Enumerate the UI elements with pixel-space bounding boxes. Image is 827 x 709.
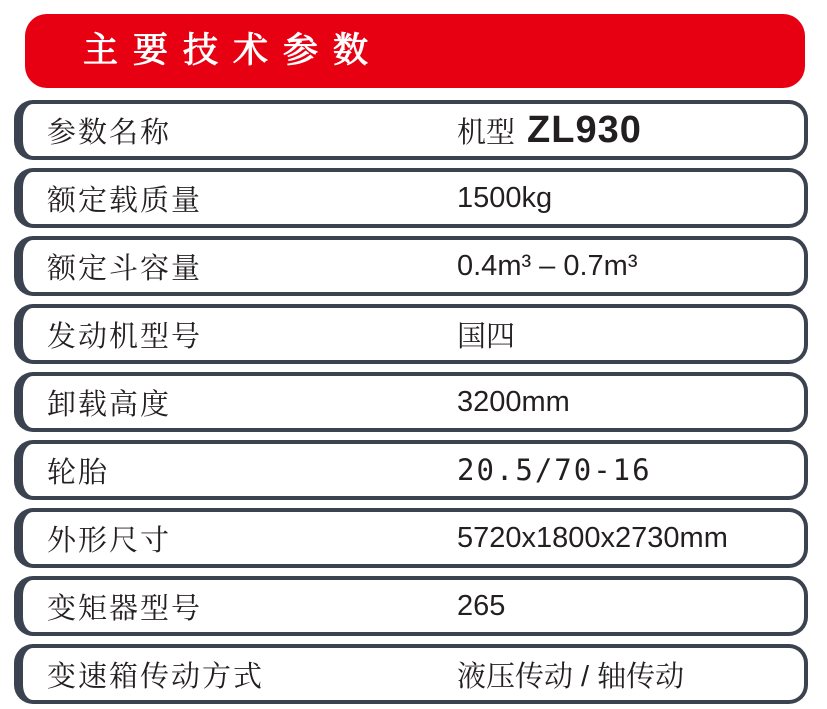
- tires-value: 20.5/70-16: [457, 453, 652, 487]
- transmission-type-value: 液压传动 / 轴传动: [457, 660, 685, 693]
- engine-model-label: 发动机型号: [47, 320, 203, 353]
- engine-model-value: 国四: [457, 320, 516, 353]
- spec-table: [14, 100, 808, 704]
- page-title: 主要技术参数: [83, 31, 384, 70]
- rated-bucket-capacity-value: 0.4m³ – 0.7m³: [457, 249, 638, 282]
- row-rated-load-mass: [14, 168, 808, 228]
- dump-height-value: 3200mm: [457, 385, 570, 418]
- dump-height-label: 卸载高度: [47, 388, 172, 421]
- row-transmission-type: [14, 644, 808, 704]
- overall-dimensions-value: 5720x1800x2730mm: [457, 521, 728, 554]
- section-title-banner: [25, 14, 805, 88]
- transmission-type-label: 变速箱传动方式: [47, 660, 265, 693]
- torque-converter-model-label: 变矩器型号: [47, 592, 203, 625]
- overall-dimensions-label: 外形尺寸: [47, 524, 172, 557]
- rated-bucket-capacity-label: 额定斗容量: [47, 252, 203, 285]
- param-name-label: 参数名称: [47, 116, 172, 149]
- row-dump-height: [14, 372, 808, 432]
- row-rated-bucket-capacity: [14, 236, 808, 296]
- rated-load-mass-value: 1500kg: [457, 181, 553, 214]
- row-engine-model: [14, 304, 808, 364]
- row-overall-dimensions: [14, 508, 808, 568]
- row-tires: [14, 440, 808, 500]
- row-param-name: [14, 100, 808, 160]
- torque-converter-model-value: 265: [457, 589, 506, 622]
- rated-load-mass-label: 额定载质量: [47, 184, 203, 217]
- row-torque-converter-model: [14, 576, 808, 636]
- model-number: ZL930: [527, 108, 642, 151]
- param-name-value: 机型: [457, 116, 516, 149]
- tires-label: 轮胎: [47, 456, 110, 489]
